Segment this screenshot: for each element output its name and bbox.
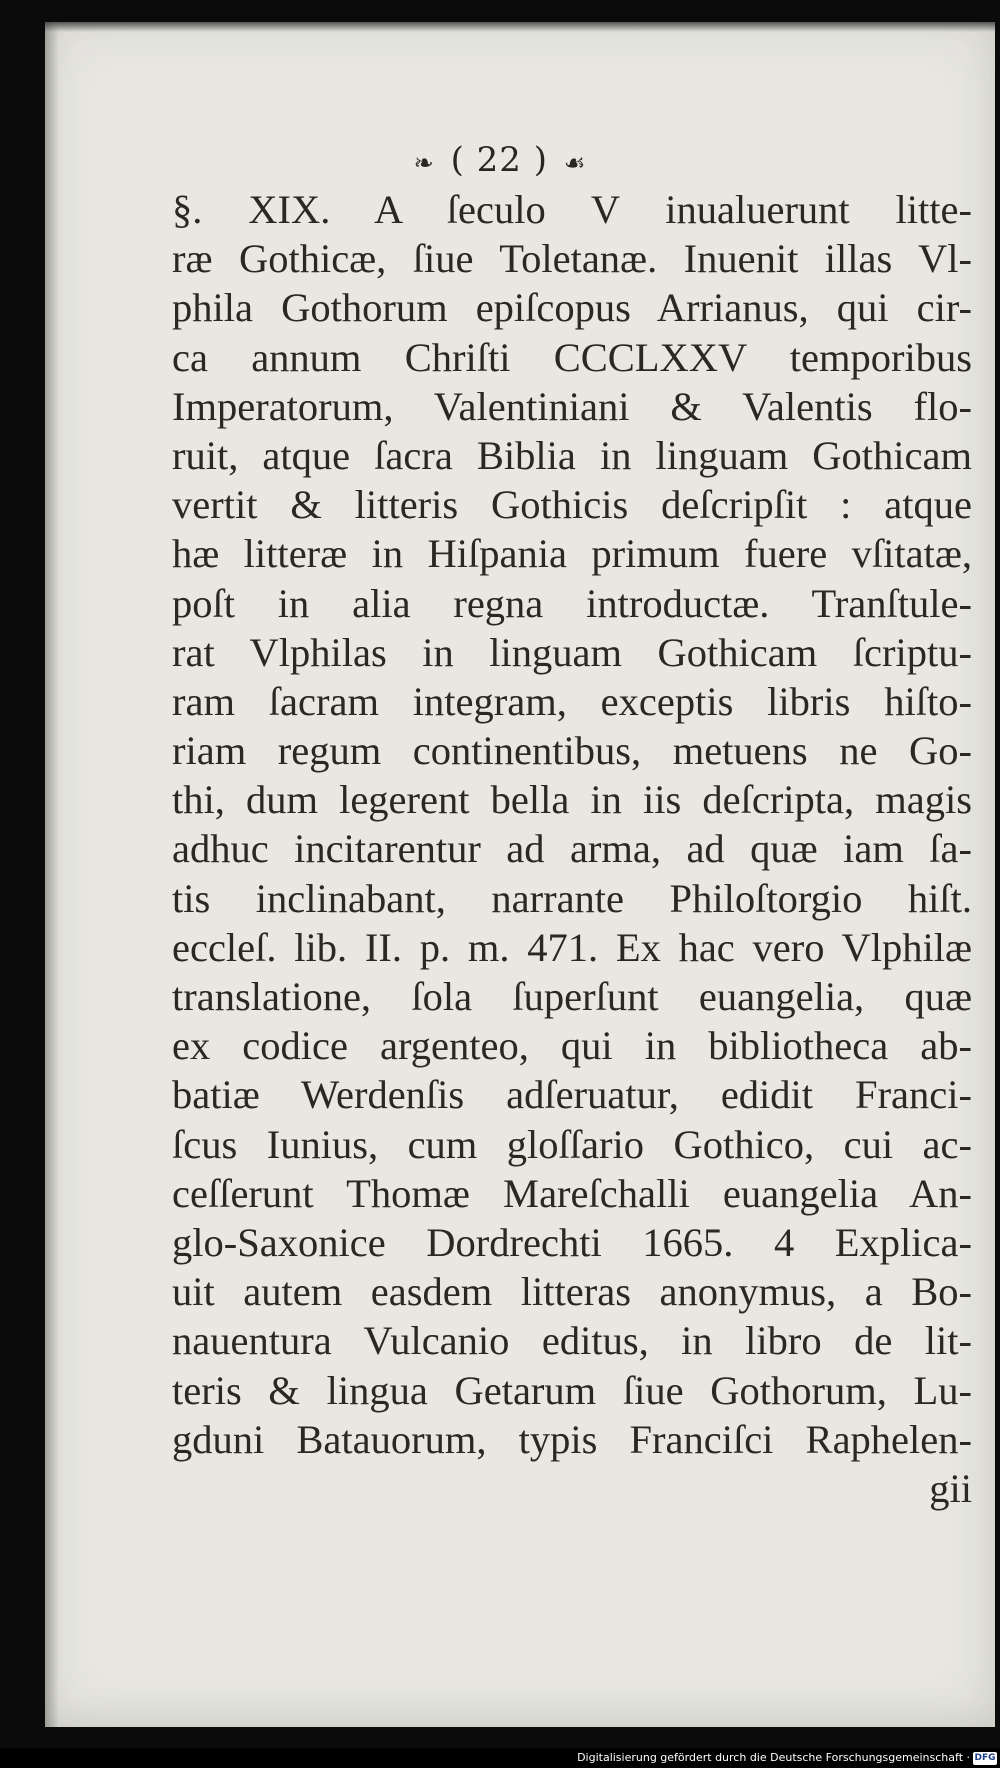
text-line: gduni Batauorum, typis Franciſci Raphelen-: [172, 1416, 972, 1462]
text-line: vertit & litteris Gothicis deſcripſit : atque: [172, 482, 972, 528]
text-line: batiæ Werdenſis adſeruatur, edidit Franci-: [172, 1072, 972, 1118]
text-line: ca annum Chriſti CCCLXXV temporibus: [172, 334, 972, 380]
text-line: uit autem easdem litteras anonymus, a Bo-: [172, 1269, 972, 1315]
text-line: ram ſacram integram, exceptis libris hiſto-: [172, 678, 972, 724]
text-line: hæ litteræ in Hiſpania primum fuere vſitatæ,: [172, 531, 972, 577]
page-top-shadow: [45, 22, 995, 32]
page-header: [0, 140, 1000, 180]
digitization-credit: Digitalisierung gefördert durch die Deutsche Forschungsgemeinschaft ·: [577, 1751, 970, 1764]
footer-bar: [0, 1748, 1000, 1768]
text-line: eccleſ. lib. II. p. m. 471. Ex hac vero Vlphilæ: [172, 924, 972, 970]
ornament-left-icon: ❧: [413, 149, 435, 177]
text-line: nauentura Vulcanio editus, in libro de lit-: [172, 1318, 972, 1364]
text-line: teris & lingua Getarum ſiue Gothorum, Lu-: [172, 1367, 972, 1413]
text-line: ruit, atque ſacra Biblia in linguam Gothicam: [172, 432, 972, 478]
page-spine-shadow: [45, 22, 59, 1727]
text-line: phila Gothorum epiſcopus Arrianus, qui cir-: [172, 285, 972, 331]
text-line: poſt in alia regna introductæ. Tranſtule-: [172, 580, 972, 626]
text-line: ſcus Iunius, cum gloſſario Gothico, cui ac-: [172, 1121, 972, 1167]
body-text: [172, 185, 972, 1513]
dfg-logo: DFG: [974, 1753, 996, 1763]
page-number: ( 22 ): [450, 140, 548, 180]
text-line: §. XIX. A ſeculo V inualuerunt litte-: [172, 187, 972, 232]
text-line: translatione, ſola ſuperſunt euangelia, quæ: [172, 974, 972, 1019]
text-line: ex codice argenteo, qui in bibliotheca ab-: [172, 1023, 972, 1069]
text-line: Imperatorum, Valentiniani & Valentis flo-: [172, 383, 972, 429]
text-line: rat Vlphilas in linguam Gothicam ſcriptu-: [172, 629, 972, 675]
text-line: riam regum continentibus, metuens ne Go-: [172, 728, 972, 774]
catchword: gii: [929, 1465, 972, 1511]
ornament-right-icon: ☙: [563, 149, 587, 177]
text-line: tis inclinabant, narrante Philoſtorgio hiſt.: [172, 875, 972, 921]
text-line: thi, dum legerent bella in iis deſcripta, magis: [172, 777, 972, 823]
text-line: ræ Gothicæ, ſiue Toletanæ. Inuenit illas Vl-: [172, 236, 972, 282]
text-line: adhuc incitarentur ad arma, ad quæ iam ſa-: [172, 826, 972, 872]
text-line: glo-Saxonice Dordrechti 1665. 4 Explica-: [172, 1219, 972, 1265]
text-line: ceſſerunt Thomæ Mareſchalli euangelia An-: [172, 1170, 972, 1216]
